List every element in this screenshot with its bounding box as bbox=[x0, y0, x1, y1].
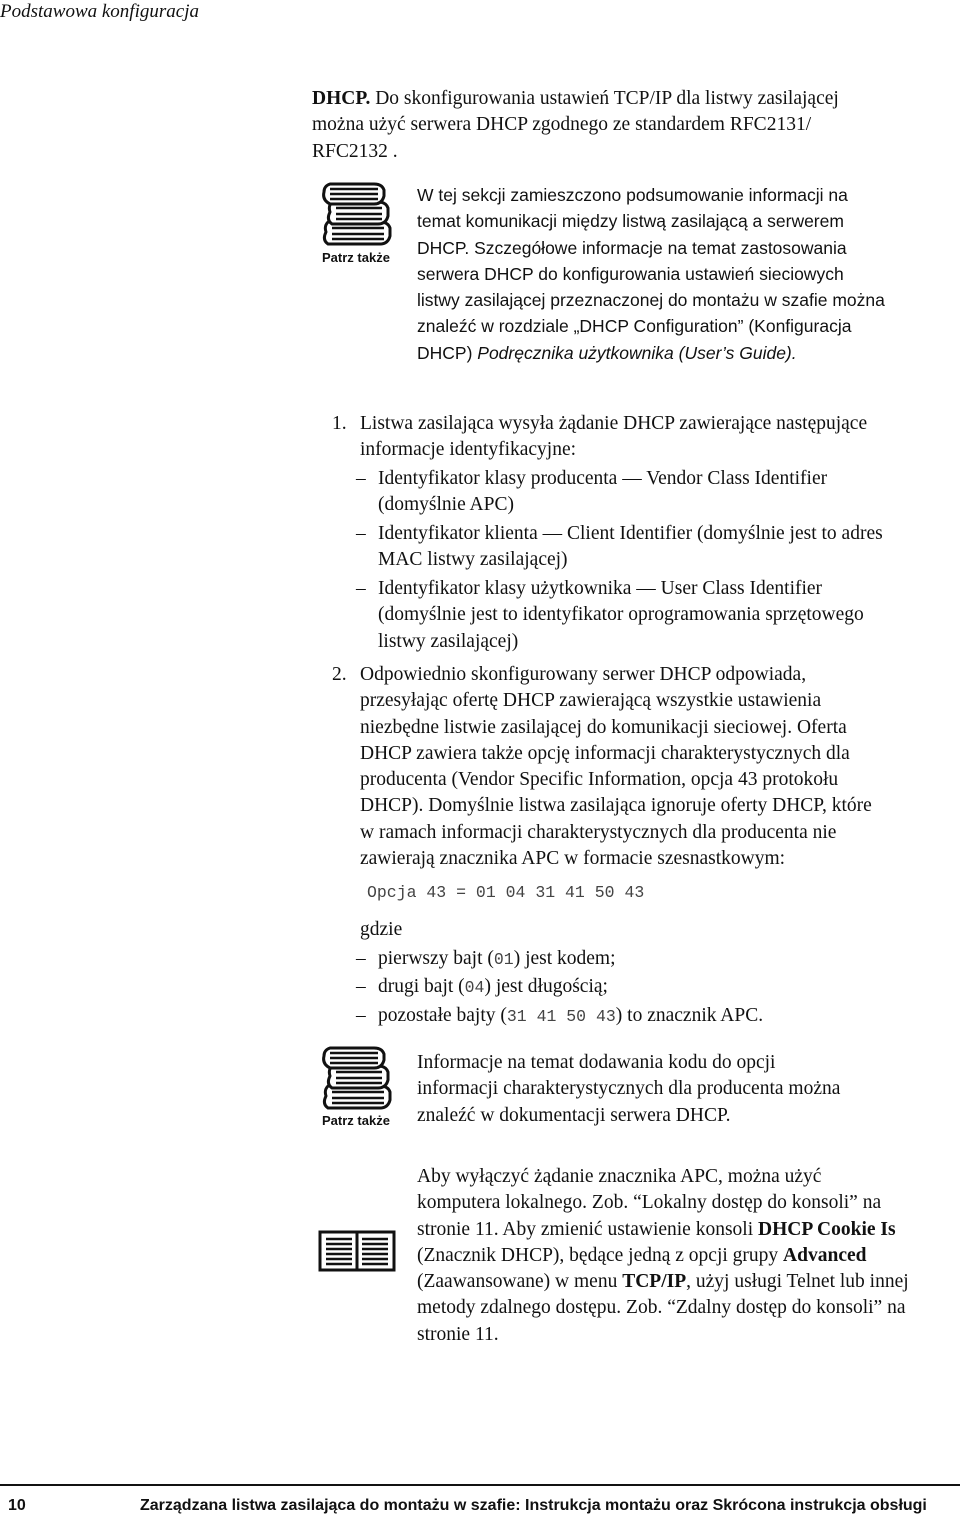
menu-option-dhcp-cookie: DHCP Cookie Is bbox=[758, 1218, 896, 1240]
bullet-line: listwy zasilającej) bbox=[378, 630, 519, 652]
page-number: 10 bbox=[8, 1497, 26, 1514]
note3-line: (Znacznik DHCP), będące jedną z opcji grupy bbox=[417, 1244, 784, 1266]
step1-bullet: – Identyfikator klasy użytkownika — User Class Identifier (domyślnie jest to identyfikator oprogramowania sprzętowego listwy zasilającej) bbox=[356, 576, 958, 655]
note3-line: (Zaawansowane) w menu bbox=[417, 1271, 623, 1293]
step2-line: niezbędne listwie zasilającej do komunikacji sieciowej. Oferta bbox=[360, 716, 847, 738]
bullet-line: Identyfikator klienta — Client Identifier (domyślnie jest to adres bbox=[378, 523, 883, 544]
step2-line: DHCP zawiera także opcję informacji charakterystycznych dla bbox=[360, 742, 850, 764]
step2-number: 2. bbox=[332, 664, 347, 685]
byte-item: – pierwszy bajt (01) jest kodem; bbox=[356, 948, 616, 969]
note3-line: Aby wyłączyć żądanie znacznika APC, można użyć bbox=[417, 1166, 822, 1187]
note1-guide-title: Podręcznika użytkownika (User’s Guide). bbox=[477, 342, 797, 363]
note2-line: informacji charakterystycznych dla producenta można bbox=[417, 1078, 841, 1100]
byte-text: ) jest kodem; bbox=[513, 948, 616, 969]
bullet-line: MAC listwy zasilającej) bbox=[378, 549, 568, 571]
byte-text: drugi bajt ( bbox=[378, 976, 465, 997]
step1-text bbox=[360, 411, 958, 464]
byte-item: – drugi bajt (04) jest długością; bbox=[356, 976, 608, 997]
note1-line: DHCP. bbox=[417, 237, 470, 258]
byte-text: ) jest długością; bbox=[484, 976, 608, 997]
note3-line: stronie 11. Aby zmienić ustawienie konsoli bbox=[417, 1218, 759, 1240]
running-head: Podstawowa konfiguracja bbox=[0, 1, 199, 22]
step2-text bbox=[360, 662, 958, 872]
option-43-code: Opcja 43 = 01 04 31 41 50 43 bbox=[367, 883, 645, 902]
step2-line: przesyłając ofertę DHCP zawierającą wszystkie ustawienia bbox=[360, 690, 822, 712]
step2-line: zawierają znacznika APC w formacie szesnastkowym: bbox=[360, 848, 786, 870]
note1-line: DHCP) bbox=[417, 342, 478, 363]
see-also-label: Patrz także bbox=[322, 1113, 390, 1128]
note3-line: komputera lokalnego. Zob. “Lokalny dostęp do konsoli” na bbox=[417, 1192, 882, 1214]
byte-text: pozostałe bajty ( bbox=[378, 1005, 507, 1026]
step2-line: Odpowiednio skonfigurowany serwer DHCP odpowiada, bbox=[360, 664, 807, 685]
note2-text bbox=[417, 1050, 957, 1129]
note1-line: Szczegółowe informacje na temat zastosowania bbox=[469, 237, 847, 258]
footer-rule bbox=[0, 1484, 960, 1486]
byte-item: – pozostałe bajty (31 41 50 43) to znacznik APC. bbox=[356, 1005, 764, 1026]
note3-line: stronie 11. bbox=[417, 1323, 499, 1345]
intro-line: można użyć serwera DHCP zgodnego ze standardem RFC2131/ bbox=[312, 114, 812, 136]
intro-line: RFC2132 . bbox=[312, 140, 398, 162]
byte-code: 01 bbox=[493, 950, 514, 969]
note3-text bbox=[417, 1164, 957, 1348]
note2-line: znaleźć w dokumentacji serwera DHCP. bbox=[417, 1104, 731, 1126]
note2-line: Informacje na temat dodawania kodu do opcji bbox=[417, 1052, 776, 1073]
bullet-line: (domyślnie APC) bbox=[378, 494, 514, 516]
note1-line: serwera DHCP do konfigurowania ustawień sieciowych bbox=[417, 263, 844, 284]
bullet-line: Identyfikator klasy użytkownika — User Class Identifier bbox=[378, 578, 823, 599]
note-book-icon bbox=[318, 1230, 398, 1274]
byte-text: pierwszy bajt ( bbox=[378, 948, 494, 969]
menu-group-advanced: Advanced bbox=[783, 1244, 867, 1266]
step1-bullet: – Identyfikator klienta — Client Identifier (domyślnie jest to adres MAC listwy zasilającej) bbox=[356, 521, 958, 574]
byte-text: ) to znacznik APC. bbox=[615, 1005, 764, 1026]
note1-text bbox=[417, 182, 957, 366]
step1-number: 1. bbox=[332, 413, 347, 434]
menu-tcpip: TCP/IP bbox=[622, 1271, 687, 1293]
step2-line: producenta (Vendor Specific Information, opcja 43 protokołu bbox=[360, 769, 839, 791]
note1-line: W tej sekcji zamieszczono podsumowanie informacji na bbox=[417, 185, 848, 205]
see-also-books-icon bbox=[318, 1046, 398, 1116]
note1-line: znaleźć w rozdziale „DHCP Configuration” (Konfiguracja bbox=[417, 316, 852, 337]
where-label: gdzie bbox=[360, 919, 403, 940]
intro-lead: DHCP. bbox=[312, 88, 371, 109]
step1-bullet: – Identyfikator klasy producenta — Vendor Class Identifier (domyślnie APC) bbox=[356, 466, 958, 519]
note3-line: , użyj usługi Telnet lub innej bbox=[686, 1271, 909, 1293]
step2-line: DHCP). Domyślnie listwa zasilająca ignoruje oferty DHCP, które bbox=[360, 795, 872, 817]
bullet-line: (domyślnie jest to identyfikator oprogramowania sprzętowego bbox=[378, 604, 864, 626]
note3-line: metody zdalnego dostępu. Zob. “Zdalny dostęp do konsoli” na bbox=[417, 1297, 906, 1319]
note1-line: temat komunikacji między listwą zasilającą a serwerem bbox=[417, 211, 844, 232]
step2-line: w ramach informacji charakterystycznych dla producenta nie bbox=[360, 821, 837, 843]
byte-code: 04 bbox=[464, 978, 485, 997]
see-also-label: Patrz także bbox=[322, 250, 390, 265]
footer-title: Zarządzana listwa zasilająca do montażu w szafie: Instrukcja montażu oraz Skrócona instrukcja obsługi bbox=[140, 1497, 927, 1514]
intro-paragraph bbox=[312, 86, 952, 165]
step1-line: Listwa zasilająca wysyła żądanie DHCP zawierające następujące bbox=[360, 413, 868, 434]
byte-code: 31 41 50 43 bbox=[506, 1007, 616, 1026]
bullet-line: Identyfikator klasy producenta — Vendor Class Identifier bbox=[378, 468, 828, 489]
note1-line: listwy zasilającej przeznaczonej do montażu w szafie można bbox=[417, 290, 885, 311]
intro-line: Do skonfigurowania ustawień TCP/IP dla listwy zasilającej bbox=[370, 88, 839, 109]
step1-line: informacje identyfikacyjne: bbox=[360, 439, 577, 461]
